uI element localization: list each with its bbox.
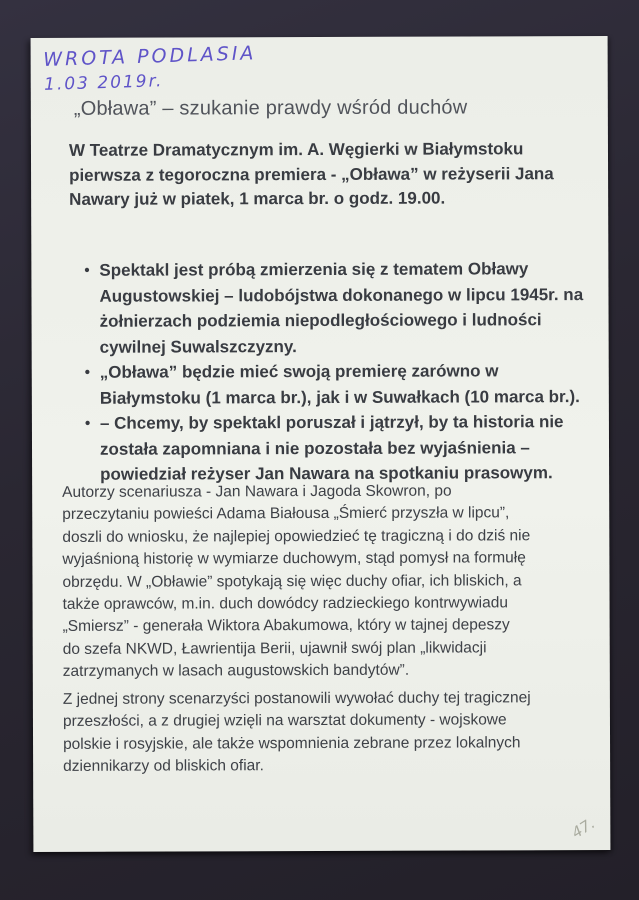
text-line: Nawary już w piatek, 1 marca br. o godz. 19.00. bbox=[69, 188, 446, 209]
annotation-source: WROTA PODLASIA bbox=[42, 42, 257, 71]
bullet-item bbox=[84, 256, 583, 360]
pencil-page-number: 47. bbox=[568, 814, 599, 843]
text-line: cywilnej Suwalszczyzny. bbox=[99, 336, 297, 357]
text-line: powiedział reżyser Jan Nawara na spotkaniu prasowym. bbox=[100, 463, 553, 484]
annotation-date: 1.03 2019r. bbox=[43, 71, 164, 95]
text-line: przeszłości, a z drugiej wzięli na warsztat dokumenty - wojskowe bbox=[62, 711, 507, 731]
article-title: „Obława” – szukanie prawdy wśród duchów bbox=[73, 96, 468, 120]
bullet-marker-icon: • bbox=[84, 363, 91, 381]
text-line: pierwsza z tegoroczna premiera - „Obława” w reżyserii Jana bbox=[69, 163, 554, 185]
text-line: obrzędu. W „Obławie” spotykają się więc duchy ofiar, ich bliskich, a bbox=[62, 571, 522, 591]
bullet-list bbox=[84, 256, 583, 487]
text-line: Autorzy scenariusza - Jan Nawara i Jagoda Skowron, po bbox=[62, 482, 452, 501]
bullet-text bbox=[100, 409, 564, 487]
text-line: Augustowskiej – ludobójstwa dokonanego w lipcu 1945r. na bbox=[99, 284, 584, 306]
text-line: także oprawców, m.in. duch dowódcy radzieckiego kontrwywiadu bbox=[62, 594, 509, 613]
text-line: Białymstoku (1 marca br.), jak i w Suwałkach (10 marca br.). bbox=[99, 386, 580, 408]
text-line: W Teatrze Dramatycznym im. A. Węgierki w Białymstoku bbox=[68, 139, 524, 160]
newspaper-clipping-page bbox=[31, 36, 611, 852]
text-line: doszli do wniosku, że najlepiej opowiedzieć tę tragiczną i do dziś nie bbox=[62, 527, 531, 546]
bullet-item bbox=[85, 409, 584, 487]
text-line: Z jednej strony scenarzyści postanowili wywołać duchy tej tragicznej bbox=[62, 689, 531, 708]
text-line: zatrzymanych w lasach augustowskich bandytów”. bbox=[62, 661, 410, 681]
text-line: polskie i rosyjskie, ale także wspomnienia zebrane przez lokalnych bbox=[63, 734, 521, 753]
text-line: dziennikarzy od bliskich ofiar. bbox=[63, 757, 264, 776]
text-line: przeczytaniu powieści Adama Białousa „Śmierć przyszła w lipcu”, bbox=[62, 504, 510, 524]
text-line: „Smiersz” - generała Wiktora Abakumowa, który w tajnej depeszy bbox=[62, 616, 510, 636]
bullet-text bbox=[99, 256, 583, 360]
text-line: Spektakl jest próbą zmierzenia się z tematem Obławy bbox=[99, 259, 529, 280]
bullet-text bbox=[100, 358, 580, 411]
text-line: została zapomniana i nie pozostała bez wyjaśnienia – bbox=[99, 437, 530, 459]
text-line: żołnierzach podziemia niepodległościowego i ludności bbox=[99, 310, 542, 331]
bullet-marker-icon: • bbox=[84, 414, 91, 432]
text-line: „Obława” będzie mieć swoją premierę zarówno w bbox=[99, 361, 499, 382]
article-paragraph-1 bbox=[62, 480, 531, 683]
text-line: do szefa NKWD, Ławrientija Berii, ujawnił swój plan „likwidacji bbox=[62, 639, 487, 658]
text-line: wyjaśnioną historię w wymiarze duchowym, stąd pomysł na formułę bbox=[62, 549, 526, 569]
handwritten-annotation bbox=[43, 41, 258, 98]
text-line: – Chcemy, by spektakl poruszał i jątrzył, by ta historia nie bbox=[99, 412, 564, 433]
bullet-item bbox=[85, 358, 584, 411]
bullet-marker-icon: • bbox=[84, 261, 90, 279]
article-lead bbox=[69, 137, 554, 212]
article-paragraph-2 bbox=[63, 687, 531, 778]
